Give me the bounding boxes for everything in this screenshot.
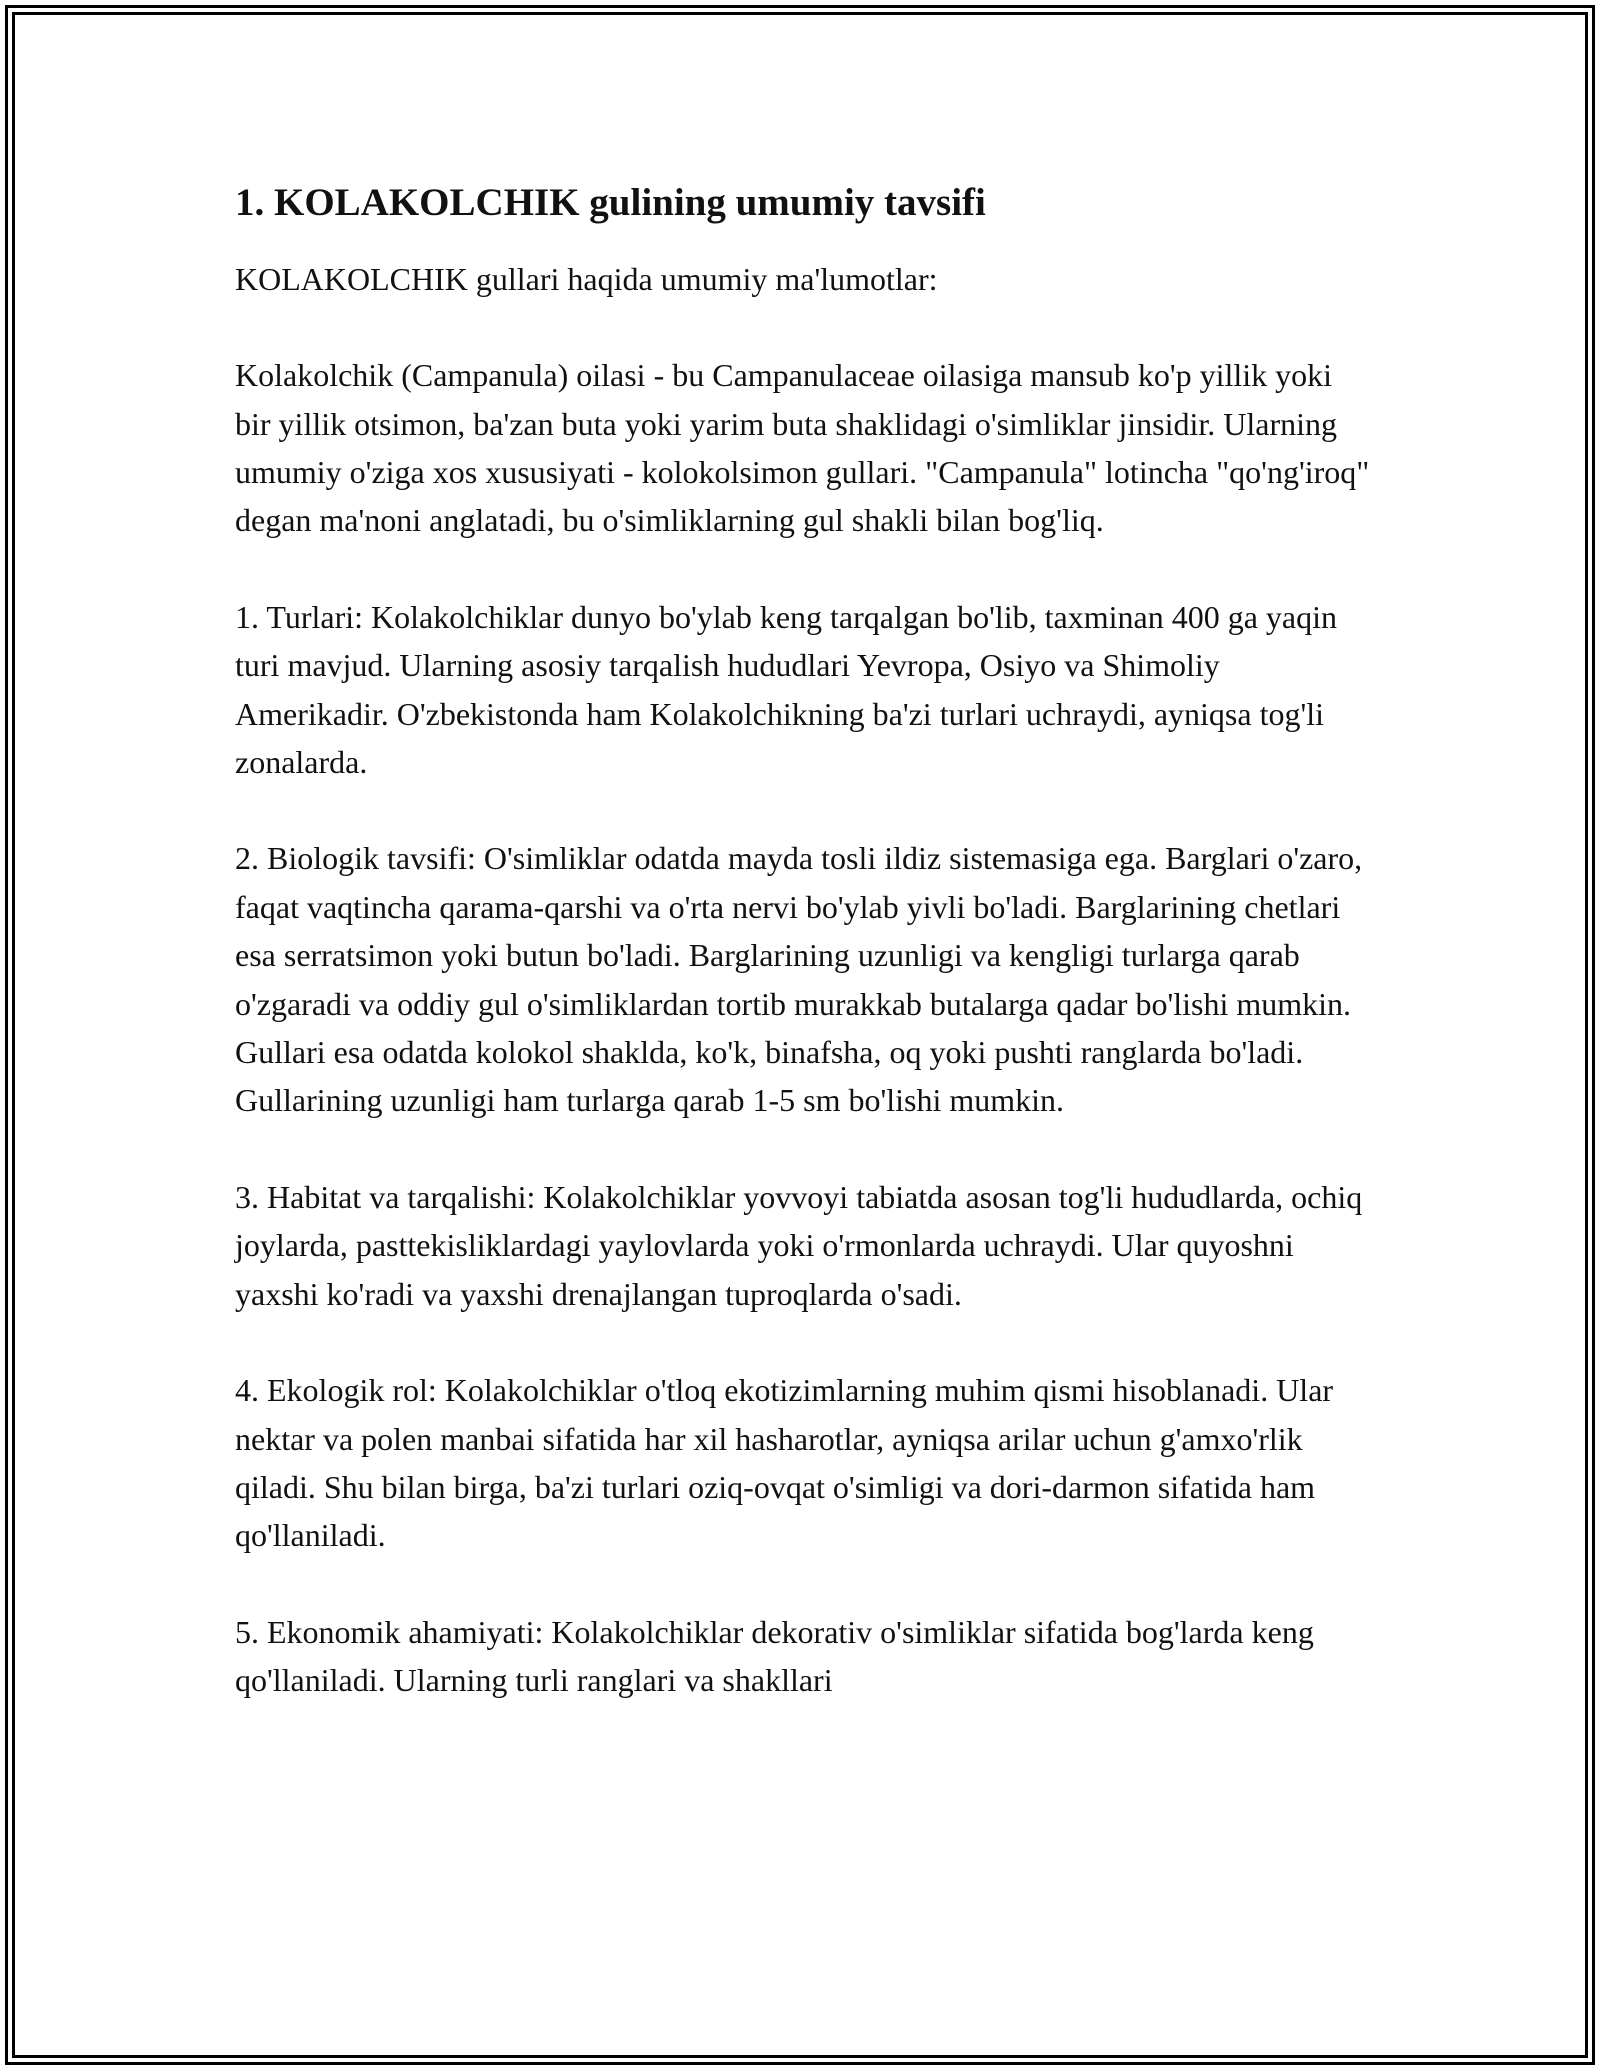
habitat-paragraph: 3. Habitat va tarqalishi: Kolakolchiklar yovvoyi tabiatda asosan tog'li hududlarda, ochiq joylarda, pasttekisliklardagi yaylovlarda yoki o'rmonlarda uchraydi. Ular quyoshni yaxshi ko'radi va yaxshi drenajlangan tuproqlarda o'sadi. <box>235 1178 1363 1312</box>
definition-paragraph: Kolakolchik (Campanula) oilasi - bu Campanulaceae oilasiga mansub ko'p yillik yoki bir yillik otsimon, ba'zan buta yoki yarim buta shaklidagi o'simliklar jinsidir. Ularning umumiy o'ziga xos xususiyati - kolokolsimon gullari. "Campanula" lotincha "qo'ng'iroq" degan ma'noni anglatadi, bu o'simliklarning gul shakli bilan bog'liq. <box>235 357 1370 539</box>
biology-paragraph: 2. Biologik tavsifi: O'simliklar odatda mayda tosli ildiz sistemasiga ega. Barglari o'zaro, faqat vaqtincha qarama-qarshi va o'rta nervi bo'ylab yivli bo'ladi. Barglarining chetlari esa serratsimon yoki butun bo'ladi. Barglarining uzunligi va kengligi turlarga qarab o'zgaradi va oddiy gul o'simliklardan tortib murakkab butalarga qadar bo'lishi mumkin. Gullari esa odatda kolokol shaklda, ko'k, binafsha, oq yoki pushti ranglarda bo'ladi. Gullarining uzunligi ham turlarga qarab 1-5 sm bo'lishi mumkin. <box>235 840 1363 1119</box>
economy-paragraph: 5. Ekonomik ahamiyati: Kolakolchiklar dekorativ o'simliklar sifatida bog'larda keng qo'llaniladi. Ularning turli ranglari va shakllari <box>235 1613 1314 1699</box>
ecology-paragraph: 4. Ekologik rol: Kolakolchiklar o'tloq ekotizimlarning muhim qismi hisoblanadi. Ular nektar va polen manbai sifatida har xil hasharotlar, ayniqsa arilar uchun g'amxo'rlik qiladi. Shu bilan birga, ba'zi turlari oziq-ovqat o'simligi va dori-darmon sifatida ham qo'llaniladi. <box>235 1372 1334 1554</box>
document-body <box>235 180 1375 1753</box>
types-paragraph: 1. Turlari: Kolakolchiklar dunyo bo'ylab keng tarqalgan bo'lib, taxminan 400 ga yaqin turi mavjud. Ularning asosiy tarqalish hududlari Yevropa, Osiyo va Shimoliy Amerikadir. O'zbekistonda ham Kolakolchikning ba'zi turlari uchraydi, ayniqsa tog'li zonalarda. <box>235 598 1337 781</box>
intro-paragraph: KOLAKOLCHIK gullari haqida umumiy ma'lumotlar: <box>235 260 938 297</box>
page-title: 1. KOLAKOLCHIK gulining umumiy tavsifi <box>235 181 986 224</box>
